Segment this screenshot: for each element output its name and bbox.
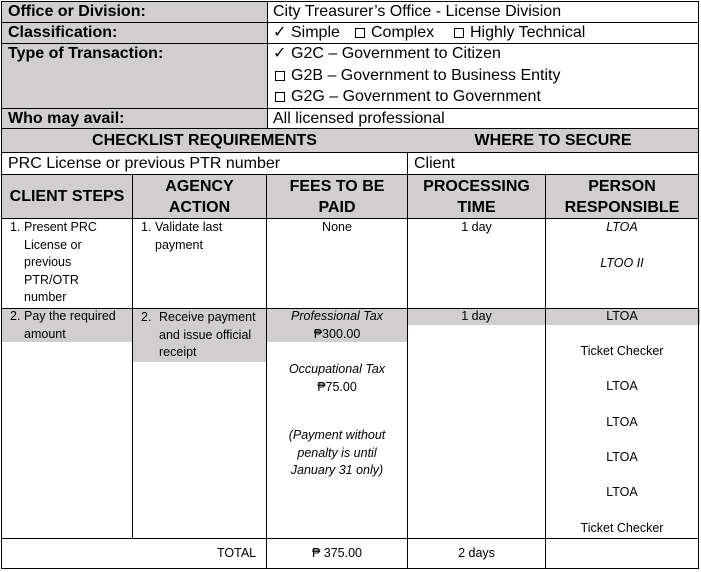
checkmark-icon: ✓: [273, 24, 287, 41]
requirement-source: Client: [414, 155, 455, 172]
office-value: City Treasurer’s Office - License Division: [273, 3, 562, 20]
agency-action-header: AGENCY ACTION: [165, 178, 234, 216]
step1-agency-action: 1. Validate last payment: [141, 220, 223, 252]
processing-time-header: PROCESSING TIME: [423, 178, 530, 216]
checklist-requirements-header: CHECKLIST REQUIREMENTS: [92, 132, 317, 149]
step2-person-1: LTOA: [606, 309, 638, 323]
checkbox-empty-icon: [275, 92, 285, 102]
transaction-option-g2b: G2B – Government to Business Entity: [275, 66, 560, 86]
step1-person-ltoo: LTOO II: [600, 256, 644, 270]
requirement-item: PRC License or previous PTR number: [8, 155, 281, 172]
step2-person-6: LTOA: [606, 485, 638, 499]
classification-label: Classification:: [8, 24, 118, 41]
step2-penalty-note: (Payment without penalty is until January 31 only): [288, 428, 386, 477]
step2-person-2: Ticket Checker: [580, 344, 664, 358]
step2-person-4: LTOA: [606, 415, 638, 429]
checkbox-empty-icon: [454, 28, 464, 38]
step2-fee-professional: Professional Tax ₱300.00: [291, 309, 383, 341]
step1-processing-time: 1 day: [461, 220, 492, 234]
step2-agency-action: 2. Receive payment and issue official receipt: [141, 310, 256, 359]
step1-client-step: 1. Present PRC License or previous PTR/OTR number: [10, 220, 97, 304]
step2-person-7: Ticket Checker: [580, 521, 664, 535]
total-fee: ₱ 375.00: [311, 546, 363, 560]
checkmark-icon: ✓: [273, 45, 287, 62]
step1-person-ltoa: LTOA: [606, 220, 638, 234]
step2-fee-occupational: Occupational Tax ₱75.00: [288, 362, 386, 394]
step2-client-step: 2. Pay the required amount: [10, 309, 116, 341]
person-responsible-header: PERSON RESPONSIBLE: [564, 178, 680, 216]
step2-person-3: LTOA: [606, 379, 638, 393]
classification-option-highly-technical: Highly Technical: [454, 23, 585, 43]
total-time: 2 days: [458, 546, 495, 560]
checkbox-empty-icon: [355, 28, 365, 38]
who-may-avail-label: Who may avail:: [8, 110, 125, 127]
transaction-type-label: Type of Transaction:: [8, 45, 164, 62]
where-to-secure-header: WHERE TO SECURE: [474, 132, 632, 149]
classification-option-simple: ✓ Simple: [273, 24, 340, 41]
transaction-option-g2g: G2G – Government to Government: [275, 87, 541, 107]
office-label: Office or Division:: [8, 3, 146, 20]
fees-header: FEES TO BE PAID: [289, 178, 385, 216]
step1-fee: None: [322, 220, 352, 234]
classification-option-complex: Complex: [355, 23, 434, 43]
client-steps-header: CLIENT STEPS: [9, 188, 125, 205]
total-label: TOTAL: [217, 546, 257, 560]
checkbox-empty-icon: [275, 71, 285, 81]
step2-person-5: LTOA: [606, 450, 638, 464]
step2-processing-time: 1 day: [461, 309, 492, 323]
transaction-option-g2c: ✓ G2C – Government to Citizen: [273, 45, 501, 62]
who-may-avail-value: All licensed professional: [273, 110, 445, 127]
